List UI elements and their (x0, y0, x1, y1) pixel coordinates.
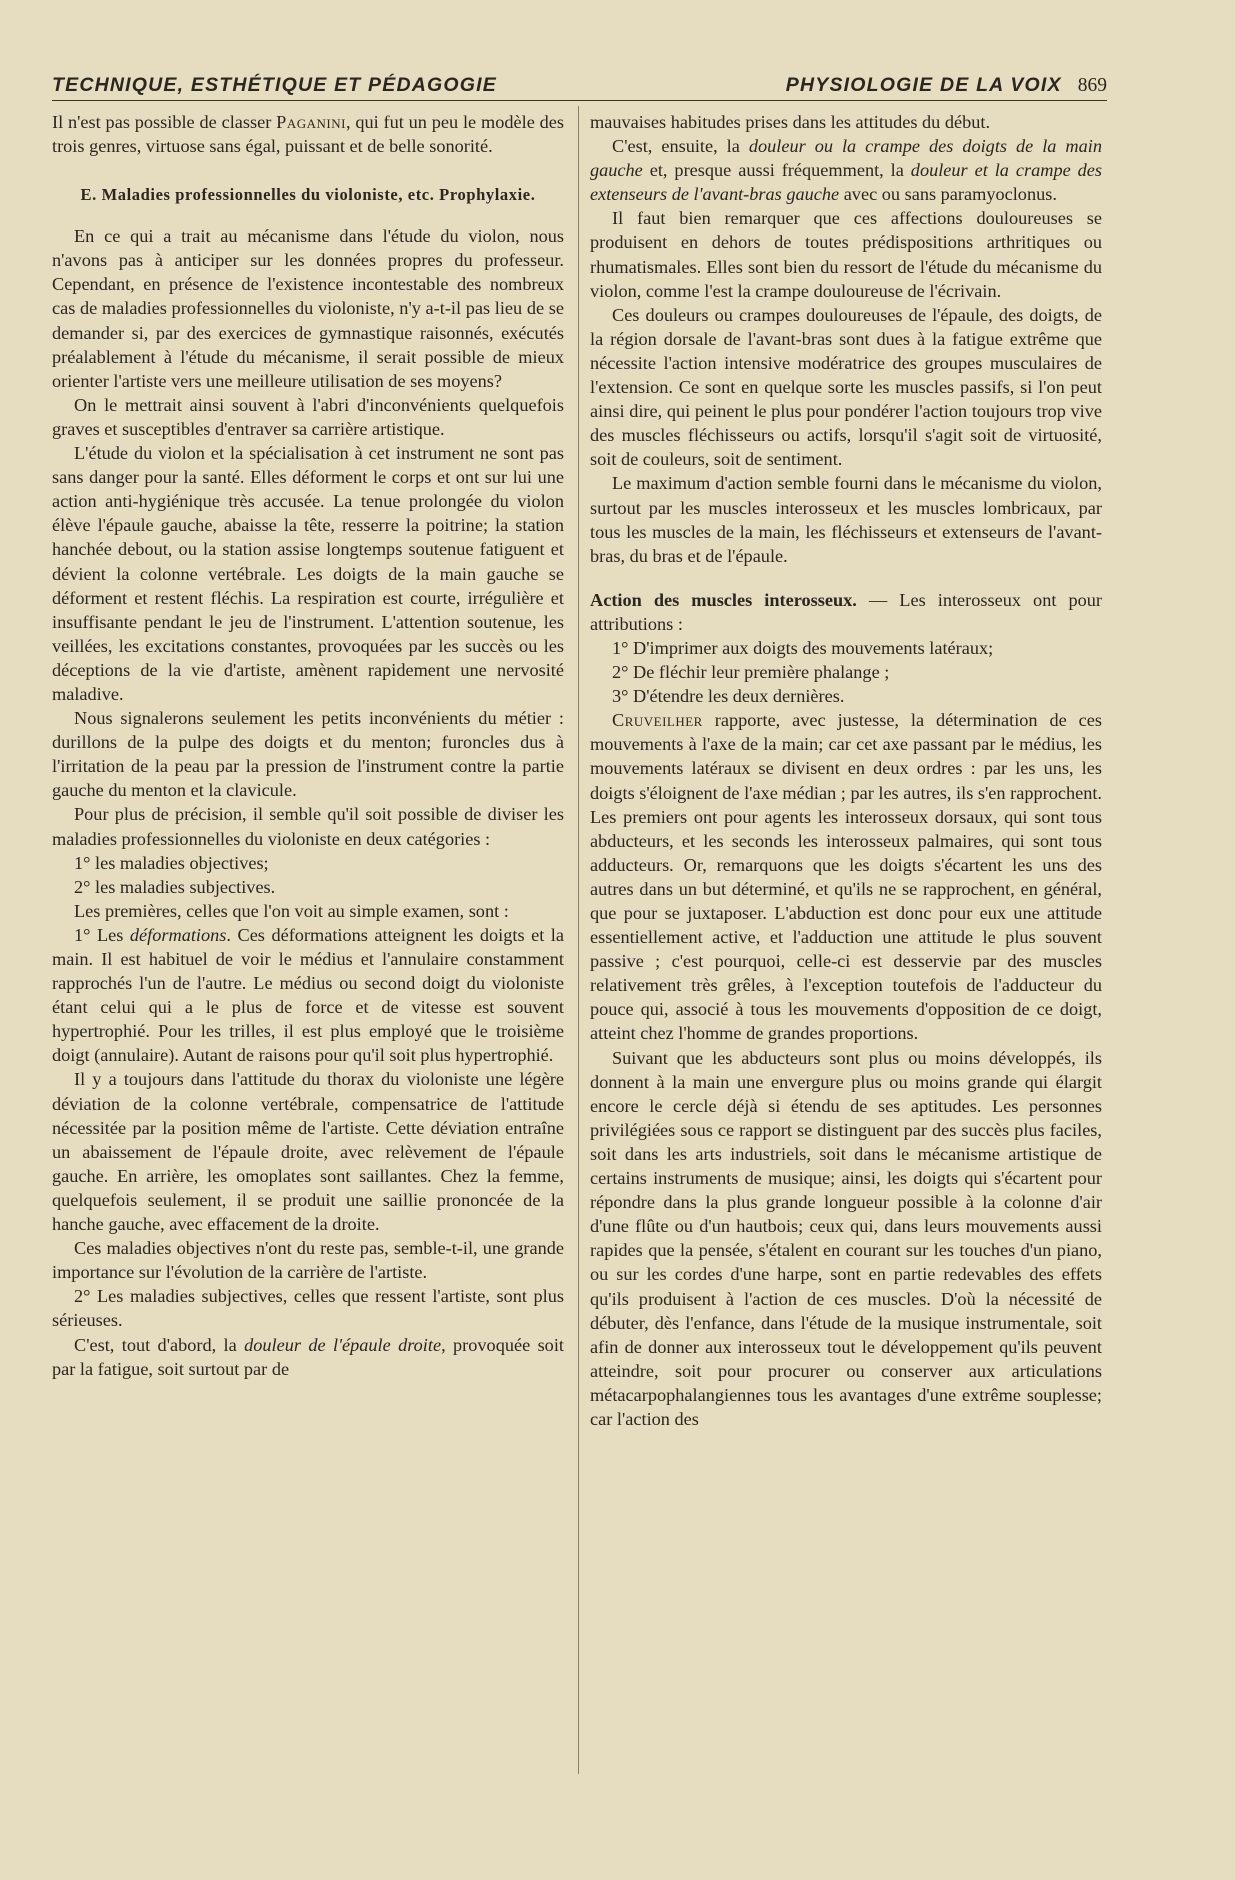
section-heading: E. Maladies professionnelles du violoniste, etc. Prophylaxie. (80, 185, 536, 205)
right-column (590, 110, 1102, 1431)
paragraph: Cruveilher rapporte, avec justesse, la détermination de ces mouvements à l'axe de la main; car cet axe passant par le médius, les mouvements latéraux se divisent en deux ordres : par les uns, les doigts s'éloignent de l'axe médian ; par les autres, ils s'en rapprochent. Les premiers ont pour agents les interosseux dorsaux, qui sont tous abducteurs, et les seconds les interosseux palmaires, qui sont tous adducteurs. Or, remarquons que les doigts s'écartent les uns des autres dans un but déterminé, et qu'ils ne se rapprochent, en général, que pour se juxtaposer. L'abduction est donc pour eux une attitude essentiellement active, et l'adduction une attitude le plus souvent passive ; c'est pourquoi, celle-ci est desservie par des muscles relativement très grêles, à l'exception toutefois de l'adducteur du pouce qui, associé à tous les mouvements d'opposition de ce doigt, atteint chez l'homme de grandes proportions. (590, 710, 1102, 1044)
person-name: Paganini (276, 112, 346, 132)
running-head-title: PHYSIOLOGIE DE LA VOIX (785, 74, 1062, 96)
paragraph: Ces douleurs ou crampes douloureuses de l'épaule, des doigts, de la région dorsale de l'avant-bras sont dues à la fatigue extrême que nécessite l'action intensive modératrice des groupes musculaires de l'extension. Ce sont en quelque sorte les muscles passifs, si l'on peut ainsi dire, qui peinent le plus pour pondérer l'action toujours trop vive des muscles fléchisseurs ou actifs, lorsqu'il s'agit soit de virtuosité, soit de couleurs, soit de sentiment. (590, 304, 1102, 470)
subsection-heading: Action des muscles interosseux. — Les interosseux ont pour attributions : (590, 589, 1102, 634)
page-number: 869 (1077, 75, 1107, 96)
paragraph: C'est, ensuite, la douleur ou la crampe des doigts de la main gauche et, presque aussi fréquemment, la douleur et la crampe des extenseurs de l'avant-bras gauche avec ou sans paramyoclonus. (590, 136, 1102, 205)
person-name: Cruveilher (612, 710, 703, 731)
paragraph: Les premières, celles que l'on voit au simple examen, sont : (74, 900, 509, 921)
paragraph: Il y a toujours dans l'attitude du thorax du violoniste une légère déviation de la colonne vertébrale, compensatrice de l'attitude nécessitée par la position même de l'artiste. Cette déviation entraîne un abaissement de l'épaule droite, avec relèvement de l'épaule gauche. En arrière, les omoplates sont saillantes. Chez la femme, quelquefois seulement, il se produit une saillie prononcée de la hanche gauche, avec effacement de la droite. (52, 1069, 564, 1235)
list-item: 2° les maladies subjectives. (74, 876, 276, 897)
paragraph: En ce qui a trait au mécanisme dans l'étude du violon, nous n'avons pas à anticiper sur les données propres du professeur. Cependant, en présence de l'existence incontestable des nombreux cas de maladies professionnelles du violoniste, n'y a-t-il pas lieu de se demander si, par des exercices de gymnastique raisonnés, exécutés préalablement à l'étude du mécanisme, il serait possible de mieux orienter l'artiste vers une meilleure utilisation de ses moyens? (52, 226, 564, 391)
running-head-right (786, 74, 1107, 97)
running-head-left: TECHNIQUE, ESTHÉTIQUE ET PÉDAGOGIE (52, 74, 497, 96)
paragraph: 1° Les déformations. Ces déformations atteignent les doigts et la main. Il est habituel de voir le médius et l'annulaire constamment rapprochés l'un de l'autre. Le médius ou second doigt du violoniste étant celui qui a le plus de force et de vitesse est souvent hypertrophié. Pour les trilles, il est plus employé que le troisième doigt (annulaire). Autant de raisons pour qu'il soit plus hypertrophié. (52, 924, 564, 1066)
paragraph: On le mettrait ainsi souvent à l'abri d'inconvénients quelquefois graves et susceptibles d'entraver sa carrière artistique. (52, 394, 564, 439)
list-item: 3° D'étendre les deux dernières. (612, 686, 845, 707)
paragraph: Suivant que les abducteurs sont plus ou moins développés, ils donnent à la main une envergure plus ou moins grande qui élargit encore le cercle déjà si étendu de ses aptitudes. Les personnes privilégiées sous ce rapport se distinguent par des succès plus faciles, soit dans les arts industriels, soit dans le mécanisme artistique de certains instruments de musique; ainsi, les doigts qui s'écartent pour répondre dans la plus grande longueur possible à la colonne d'air d'une flûte ou d'un hautbois; ceux qui, dans leurs mouvements aussi rapides que la pensée, s'étalent en courant sur les touches d'un piano, ou sur les cordes d'une harpe, sont en partie redevables des effets qu'ils produisent à l'action de ces muscles. D'où la nécessité de débuter, dès l'enfance, dans l'étude de la musique instrumentale, soit afin de donner aux interosseux tout le développement qu'ils peuvent atteindre, soit pour procurer ou conserver aux articulations métacarpophalangiennes tous les avantages d'une extrême souplesse; car l'action des (590, 1047, 1102, 1429)
column-divider (578, 106, 579, 1774)
paragraph: C'est, tout d'abord, la douleur de l'épaule droite, provoquée soit par la fatigue, soit surtout par de (52, 1334, 564, 1379)
paragraph: L'étude du violon et la spécialisation à cet instrument ne sont pas sans danger pour la santé. Elles déforment le corps et ont sur lui une action anti-hygiénique très accusée. La tenue prolongée du violon élève l'épaule gauche, abaisse la tête, resserre la poitrine; la station hanchée debout, ou la station assise longtemps soutenue fatiguent et dévient la colonne vertébrale. Les doigts de la main gauche se déforment et restent fléchis. La respiration est courte, irrégulière et insuffisante pendant le jeu de l'instrument. L'attention soutenue, les veillées, les excitations constantes, provoquées par les succès ou les déceptions de la vie d'artiste, amènent rapidement une nervosité maladive. (52, 443, 564, 704)
paragraph: mauvaises habitudes prises dans les attitudes du début. (590, 112, 991, 132)
paragraph: Pour plus de précision, il semble qu'il soit possible de diviser les maladies professionnelles du violoniste en deux catégories : (52, 804, 564, 849)
list-item: 2° De fléchir leur première phalange ; (612, 662, 890, 683)
list-item: 1° les maladies objectives; (74, 852, 269, 873)
paragraph: Nous signalerons seulement les petits inconvénients du métier : durillons de la pulpe des doigts et du menton; furoncles dus à l'irritation de la peau par la pression de l'instrument contre la partie gauche du menton et la clavicule. (52, 708, 564, 801)
paragraph: Il n'est pas possible de classer Paganini, qui fut un peu le modèle des trois genres, virtuose sans égal, puissant et de belle sonorité. (52, 112, 564, 157)
paragraph: Il faut bien remarquer que ces affections douloureuses se produisent en dehors de toutes prédispositions arthritiques ou rhumatismales. Elles sont bien du ressort de l'étude du mécanisme du violon, comme l'est la crampe douloureuse de l'écrivain. (590, 208, 1102, 301)
paragraph: 2° Les maladies subjectives, celles que ressent l'artiste, sont plus sérieuses. (52, 1286, 564, 1331)
running-head (52, 72, 1107, 101)
paragraph: Le maximum d'action semble fourni dans le mécanisme du violon, surtout par les muscles interosseux et les muscles lombricaux, par tous les muscles de la main, les fléchisseurs et extenseurs de l'avant-bras, du bras et de l'épaule. (590, 473, 1102, 566)
left-column (52, 110, 564, 1381)
list-item: 1° D'imprimer aux doigts des mouvements latéraux; (612, 637, 994, 658)
paragraph: Ces maladies objectives n'ont du reste pas, semble-t-il, une grande importance sur l'évolution de la carrière de l'artiste. (52, 1238, 564, 1283)
